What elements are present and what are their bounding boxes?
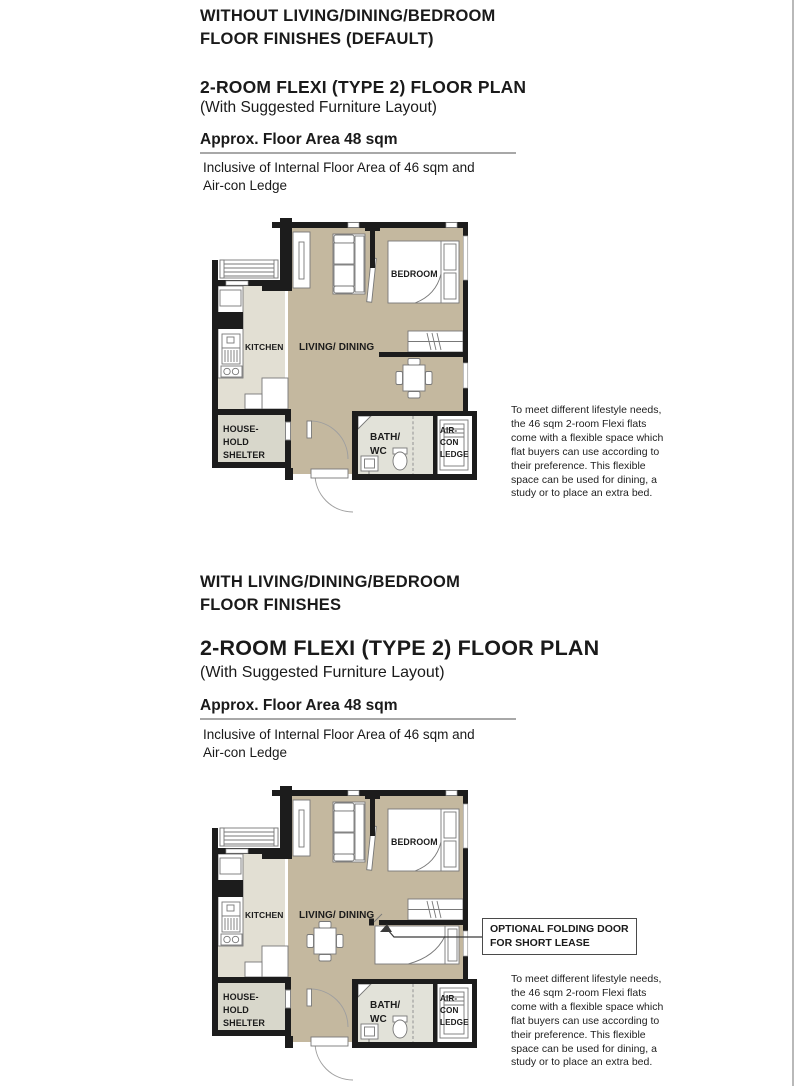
sofa — [333, 802, 365, 862]
section2-area-heading: Approx. Floor Area 48 sqm — [200, 697, 398, 714]
svg-text:HOLD: HOLD — [223, 437, 249, 447]
bath-wc-label: BATH/ — [370, 1000, 401, 1011]
section1-rule — [200, 152, 516, 154]
kitchen-counter — [218, 286, 243, 378]
aircon-ledge-label: AIR- — [440, 994, 458, 1003]
bedroom-label: BEDROOM — [391, 269, 438, 279]
section1-area-note: Inclusive of Internal Floor Area of 46 sqm and Air-con Ledge — [203, 160, 475, 193]
svg-text:LEDGE: LEDGE — [440, 450, 469, 459]
svg-text:WC: WC — [370, 1014, 387, 1025]
section2-area-note: Inclusive of Internal Floor Area of 46 sqm and Air-con Ledge — [203, 727, 475, 760]
aircon-ledge-label: AIR- — [440, 426, 458, 435]
household-shelter-label: HOUSE- — [223, 992, 259, 1002]
svg-text:WC: WC — [370, 446, 387, 457]
bedroom-label: BEDROOM — [391, 837, 438, 847]
svg-text:LEDGE: LEDGE — [440, 1018, 469, 1027]
svg-text:SHELTER: SHELTER — [223, 1018, 266, 1028]
laundry-rack — [220, 260, 278, 278]
section1-plan-subtitle: (With Suggested Furniture Layout) — [200, 99, 437, 116]
page-edge-line — [792, 0, 794, 1086]
section2-description: To meet different lifestyle needs, the 46 sqm 2-room Flexi flats come with a flexible space which flat buyers can use according to their preference. This flexible space can be used for dining, a study or to place an extra bed. — [511, 973, 664, 1069]
kitchen-label: KITCHEN — [245, 910, 284, 920]
svg-text:CON: CON — [440, 438, 459, 447]
wardrobe — [408, 331, 463, 352]
living-dining-label: LIVING/ DINING — [299, 342, 375, 353]
section1-description: To meet different lifestyle needs, the 46 sqm 2-room Flexi flats come with a flexible space which flat buyers can use according to their preference. This flexible space can be used for dining, a study or to place an extra bed. — [511, 404, 664, 500]
laundry-rack — [220, 828, 278, 846]
bath-wc-label: BATH/ — [370, 432, 401, 443]
living-dining-label: LIVING/ DINING — [299, 910, 375, 921]
section2-plan-subtitle: (With Suggested Furniture Layout) — [200, 664, 445, 681]
kitchen-label: KITCHEN — [245, 342, 284, 352]
floor-plan-without-finishes — [203, 216, 479, 523]
section2-rule — [200, 718, 516, 720]
svg-text:SHELTER: SHELTER — [223, 450, 266, 460]
kitchen-counter — [218, 854, 243, 946]
section2-finish-heading: WITH LIVING/DINING/BEDROOM FLOOR FINISHES — [200, 573, 461, 614]
household-shelter-label: HOUSE- — [223, 424, 259, 434]
section2-plan-title: 2-ROOM FLEXI (TYPE 2) FLOOR PLAN — [200, 636, 600, 660]
section1-plan-title: 2-ROOM FLEXI (TYPE 2) FLOOR PLAN — [200, 77, 527, 97]
tall-cabinet — [293, 800, 310, 856]
section1-area-heading: Approx. Floor Area 48 sqm — [200, 131, 398, 148]
svg-text:CON: CON — [440, 1006, 459, 1015]
svg-text:HOLD: HOLD — [223, 1005, 249, 1015]
section1-finish-heading: WITHOUT LIVING/DINING/BEDROOM FLOOR FINISHES (DEFAULT) — [200, 7, 496, 48]
tall-cabinet — [293, 232, 310, 288]
callout-arrow — [380, 922, 484, 942]
sofa — [333, 234, 365, 294]
folding-door-callout: OPTIONAL FOLDING DOOR FOR SHORT LEASE — [482, 918, 637, 955]
wardrobe — [408, 899, 463, 920]
